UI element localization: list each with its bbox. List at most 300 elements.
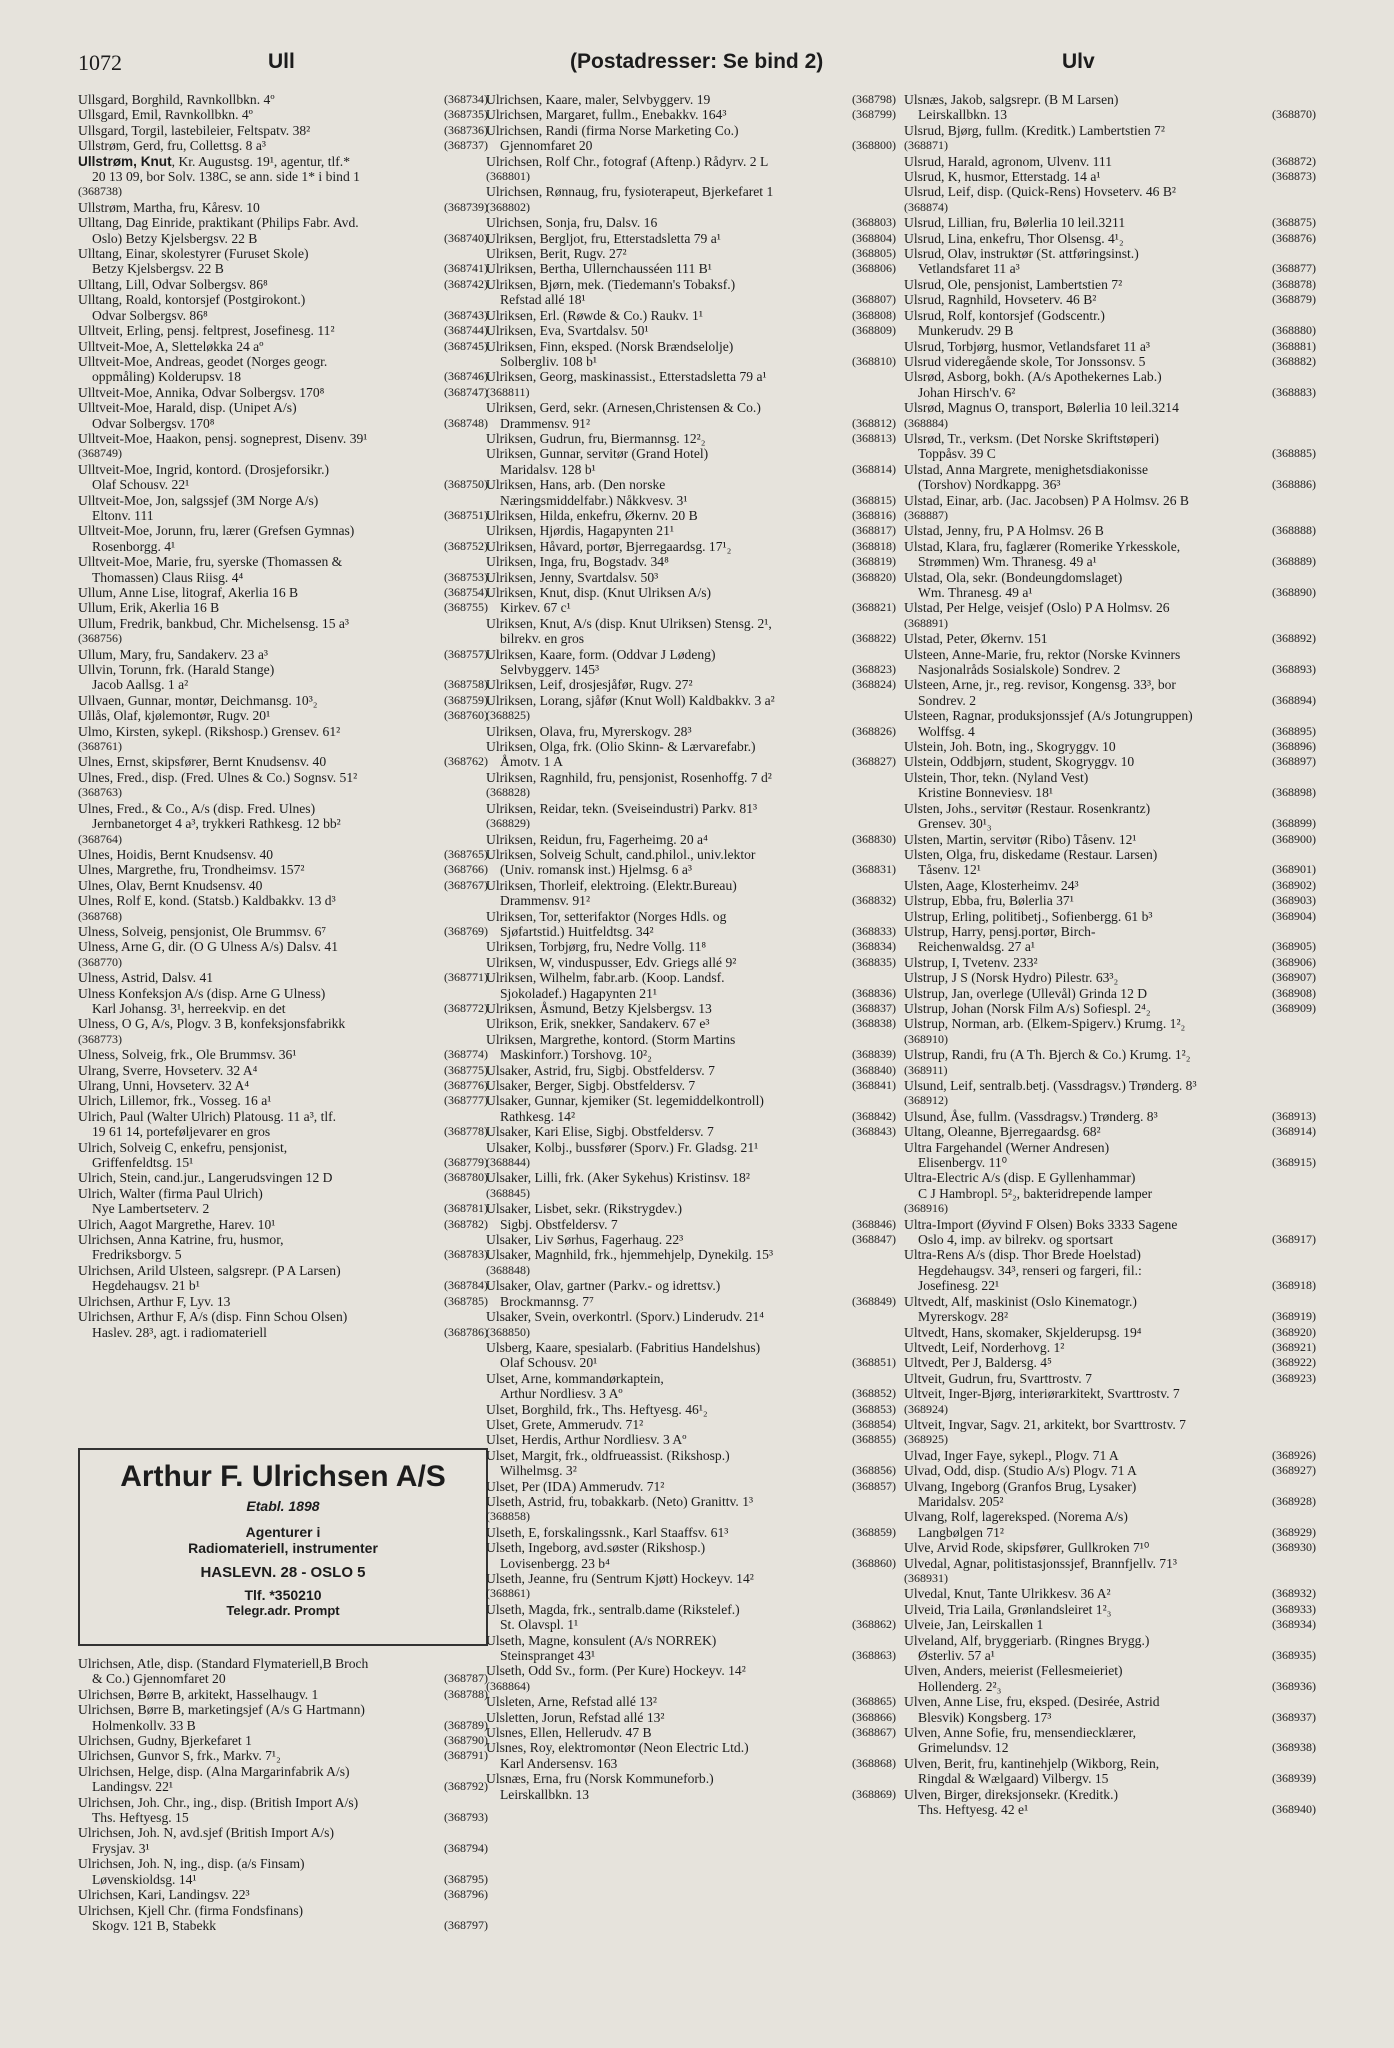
entry-continuation-line: & Co.) Gjennomfaret 20 (92, 1671, 226, 1687)
directory-entry (904, 1247, 1316, 1293)
directory-entry (486, 1663, 896, 1694)
entry-continuation-line: Frysjav. 3¹ (92, 1840, 150, 1856)
entry-number: (368814) (852, 461, 896, 476)
entry-number: (368936) (1272, 1678, 1316, 1693)
entry-number: (368762) (444, 754, 488, 769)
entry-number: (368884) (904, 415, 948, 430)
header-left-keyword: Ull (268, 50, 295, 73)
entry-name-line: Ulsrud, Bjørg, fullm. (Kreditk.) Lambertstien 7² (904, 122, 1165, 138)
entry-number: (368751) (444, 507, 488, 522)
entry-name-line: Ulstrup, I, Tvetenv. 233² (904, 954, 1038, 970)
entry-name-line: Ulrichsen, Børre B, marketingsjef (A/s G Hartmann) (78, 1702, 365, 1718)
entry-number: (368908) (1272, 985, 1316, 1000)
entry-number: (368851) (852, 1355, 896, 1370)
entry-number: (368872) (1272, 153, 1316, 168)
directory-entry (486, 231, 896, 246)
entry-number: (368935) (1272, 1648, 1316, 1663)
entry-continuation-line: Wolffsg. 4 (918, 723, 975, 739)
entry-name-line: Ulset, Borghild, frk., Ths. Heftyesg. 46¹₂ (486, 1401, 708, 1417)
entry-name-line: Ulsaker, Kari Elise, Sigbj. Obstfeldersv. 7 (486, 1124, 714, 1140)
entry-name-line: Ulsnæs, Jakob, salgsrepr. (B M Larsen) (904, 92, 1119, 107)
entry-continuation-line: Ths. Heftyesg. 42 e¹ (918, 1802, 1029, 1818)
directory-entry (486, 277, 896, 308)
entry-continuation-line: Wilhelmsg. 3² (500, 1463, 577, 1479)
entry-name-line: Ulvad, Inger Faye, sykepl., Plogv. 71 A (904, 1447, 1119, 1463)
entry-name-line: Ullvaen, Gunnar, montør, Deichmansg. 10³₂ (78, 692, 318, 708)
directory-entry (78, 1687, 488, 1702)
entry-name-line: Ulsaker, Lisbet, sekr. (Rikstrygdev.) (486, 1201, 683, 1217)
entry-number: (368750) (444, 477, 488, 492)
entry-number: (368825) (486, 708, 530, 723)
entry-number: (368918) (1272, 1278, 1316, 1293)
entry-number: (368826) (852, 723, 896, 738)
directory-entry (78, 893, 488, 924)
entry-continuation-line: Skogv. 121 B, Stabekk (92, 1917, 217, 1933)
directory-entry (904, 1556, 1316, 1587)
directory-entry (904, 184, 1316, 215)
entry-number: (368880) (1272, 323, 1316, 338)
directory-entry (78, 1016, 488, 1047)
entry-name-line: Ulsten, Martin, servitør (Ribo) Tåsenv. 12¹ (904, 831, 1137, 847)
entry-number: (368879) (1272, 292, 1316, 307)
entry-continuation-line: Solbergliv. 108 b¹ (500, 353, 597, 369)
entry-name-line: Ulset, Arne, kommandørkaptein, (486, 1370, 664, 1386)
directory-entry (904, 893, 1316, 908)
directory-entry (904, 292, 1316, 307)
entry-number: (368778) (444, 1124, 488, 1139)
directory-entry (904, 1479, 1316, 1510)
entry-number: (368854) (852, 1416, 896, 1431)
entry-name-line: Ulstein, Thor, tekn. (Nyland Vest) (904, 769, 1089, 785)
directory-entry (78, 400, 488, 431)
entry-name-line: Ulrikson, Erik, snekker, Sandakerv. 67 e³ (486, 1016, 710, 1032)
directory-entry (78, 647, 488, 662)
directory-entry (78, 1748, 488, 1763)
entry-number: (368841) (852, 1078, 896, 1092)
directory-entry (904, 1294, 1316, 1325)
directory-entry (486, 801, 896, 832)
entry-name-line: Ulset, Grete, Ammerudv. 71² (486, 1416, 644, 1432)
directory-entry (78, 939, 488, 970)
entry-continuation-line: Åmotv. 1 A (500, 754, 563, 770)
entry-name-line: Ulriksen, Ragnhild, fru, pensjonist, Rosenhoffg. 7 d² (486, 769, 772, 785)
entry-name-line: Ulnes, Fred., & Co., A/s (disp. Fred. Ulnes) (78, 800, 316, 816)
directory-entry (486, 539, 896, 554)
entry-name-line: Ulness Konfeksjon A/s (disp. Arne G Ulness) (78, 985, 326, 1001)
entry-number: (368761) (78, 739, 122, 754)
directory-entry (904, 154, 1316, 169)
directory-entry (486, 1016, 896, 1031)
entry-number: (368894) (1272, 692, 1316, 707)
entry-name-line: Ulseth, Magda, frk., sentralb.dame (Rikstelef.) (486, 1601, 740, 1617)
entry-continuation-line: Odvar Solbergsv. 86⁸ (92, 307, 208, 323)
directory-entry (78, 986, 488, 1017)
directory-entry (904, 1787, 1316, 1818)
directory-entry (904, 1170, 1316, 1216)
entry-name-line: Ulvang, Rolf, lagereksped. (Norema A/s) (904, 1509, 1128, 1525)
entry-number: (368734) (444, 92, 488, 106)
ad-phone: Tlf. *350210 (244, 1587, 322, 1603)
entry-number: (368898) (1272, 785, 1316, 800)
entry-number: (368775) (444, 1062, 488, 1077)
entry-name-line: Ulstrup, Randi, fru (A Th. Bjerch & Co.) Krumg. 1²₂ (904, 1047, 1191, 1063)
directory-entry (904, 1663, 1316, 1694)
entry-number: (368804) (852, 230, 896, 245)
entry-number: (368789) (444, 1717, 488, 1732)
entry-name-line: Ulrichsen, Arthur F, Lyv. 13 (78, 1293, 231, 1309)
entry-number: (368793) (444, 1810, 488, 1825)
entry-name-line: Ulsrud, Lillian, fru, Bølerlia 10 leil.3211 (904, 215, 1126, 231)
entry-name-line: Ulsaker, Magnhild, frk., hjemmehjelp, Dynekilg. 15³ (486, 1247, 774, 1263)
entry-name-line: Ulstrup, J S (Norsk Hydro) Pilestr. 63³₂ (904, 970, 1119, 986)
directory-entry (486, 215, 896, 230)
entry-number: (368742) (444, 276, 488, 291)
directory-entry (486, 1540, 896, 1571)
directory-entry (486, 570, 896, 585)
entry-name-line: Ulrichsen, Randi (firma Norse Marketing Co.) (486, 122, 739, 138)
entry-continuation-line: Hegdehaugsv. 21 b¹ (92, 1278, 200, 1294)
entry-number: (368924) (904, 1401, 948, 1416)
entry-name-line: Ulven, Berit, fru, kantinehjelp (Wikborg, Rein, (904, 1755, 1160, 1771)
entry-name-line: Ulltang, Einar, skolestyrer (Furuset Skole) (78, 246, 309, 262)
entry-name-line: Ulsaker, Kolbj., bussfører (Sporv.) Fr. Gladsg. 21¹ (486, 1139, 759, 1155)
entry-name-line: Ullstrøm, Gerd, fru, Collettsg. 8 a³ (78, 138, 266, 154)
directory-entry (486, 1201, 896, 1232)
entry-continuation-line: C J Hambropl. 5²₂, bakteridrepende lamper (918, 1185, 1153, 1201)
entry-number: (368812) (852, 415, 896, 430)
entry-name-line: Ulltveit-Moe, Jorunn, fru, lærer (Grefsen Gymnas) (78, 523, 355, 539)
entry-number: (368787) (444, 1671, 488, 1686)
entry-name-line: Ulrichsen, Kjell Chr. (firma Fondsfinans) (78, 1902, 304, 1918)
entry-number: (368840) (852, 1062, 896, 1077)
directory-entry (78, 585, 488, 600)
entry-continuation-line: Næringsmiddelfabr.) Nåkkvesv. 3¹ (500, 492, 688, 508)
directory-entry (486, 770, 896, 801)
entry-name-line: Ulsrød, Magnus O, transport, Bølerlia 10 leil.3214 (904, 400, 1179, 416)
entry-name-line: Ulness, Arne G, dir. (O G Ulness A/s) Dalsv. 41 (78, 939, 339, 955)
directory-entry (904, 1540, 1316, 1555)
directory-entry (486, 1247, 896, 1278)
entry-name-line: Ulnes, Fred., disp. (Fred. Ulnes & Co.) Sognsv. 51² (78, 769, 358, 785)
entry-number: (368848) (486, 1262, 530, 1277)
directory-entry (904, 539, 1316, 570)
entry-number: (368805) (852, 246, 896, 261)
directory-entry (904, 832, 1316, 847)
entry-number: (368771) (444, 970, 488, 985)
entry-continuation-line: Sigbj. Obstfeldersv. 7 (500, 1216, 618, 1232)
entry-number: (368783) (444, 1247, 488, 1262)
entry-continuation-line: Hegdehaugsv. 34³, renseri og fargeri, fil.: (918, 1262, 1142, 1278)
entry-name-line: Ulrichsen, Kari, Landingsv. 22³ (78, 1887, 250, 1903)
directory-entry (78, 1140, 488, 1171)
entry-number: (368791) (444, 1748, 488, 1763)
directory-entry (904, 801, 1316, 832)
directory-entry (78, 770, 488, 801)
entry-name-line: Ullsgard, Emil, Ravnkollbkn. 4º (78, 107, 253, 123)
directory-entry (904, 369, 1316, 400)
directory-entry (904, 431, 1316, 462)
entry-number: (368853) (852, 1401, 896, 1416)
entry-name-line: Ulsrød, Tr., verksm. (Det Norske Skriftstøperi) (904, 430, 1159, 446)
entry-number: (368846) (852, 1216, 896, 1231)
directory-entry (486, 1479, 896, 1494)
entry-number: (368744) (444, 323, 488, 338)
directory-entry (904, 647, 1316, 678)
directory-entry (78, 277, 488, 292)
entry-name-line: Ulnes, Rolf E, kond. (Statsb.) Kaldbakkv. 13 d³ (78, 893, 336, 909)
entry-name-line: Ulrich, Lillemor, frk., Vosseg. 16 a¹ (78, 1093, 272, 1109)
entry-continuation-line: Betzy Kjelsbergsv. 22 B (92, 261, 224, 277)
entry-number: (368902) (1272, 877, 1316, 892)
entry-continuation-line: Leirskallbkn. 13 (500, 1786, 590, 1802)
entry-number: (368790) (444, 1733, 488, 1748)
column-2 (486, 92, 896, 1802)
entry-number: (368799) (852, 107, 896, 122)
entry-name-line: Ulrichsen, Anna Katrine, fru, husmor, (78, 1232, 284, 1248)
directory-entry (904, 1386, 1316, 1417)
entry-name-line: Ulveie, Jan, Leirskallen 1 (904, 1617, 1044, 1633)
entry-name-line: Ulstad, Anna Margrete, menighetsdiakonisse (904, 461, 1149, 477)
entry-number: (368914) (1272, 1124, 1316, 1139)
directory-entry (904, 92, 1316, 123)
entry-name-line: Ulseth, Astrid, fru, tobakkarb. (Neto) Granittv. 1³ (486, 1493, 754, 1509)
entry-number: (368873) (1272, 169, 1316, 184)
entry-name-line: Ulness, O G, A/s, Plogv. 3 B, konfeksjonsfabrikk (78, 1016, 346, 1032)
directory-entry (78, 1656, 488, 1687)
entry-name-line: Ulsten, Aage, Klosterheimv. 24³ (904, 877, 1079, 893)
entry-number: (368900) (1272, 831, 1316, 846)
entry-number: (368913) (1272, 1108, 1316, 1123)
entry-number: (368772) (444, 1000, 488, 1015)
directory-entry (486, 123, 896, 154)
directory-entry (78, 246, 488, 277)
entry-number: (368861) (486, 1586, 530, 1601)
entry-name-line: Ulsund, Åse, fullm. (Vassdragsv.) Trønderg. 8³ (904, 1108, 1158, 1124)
directory-entry (486, 1448, 896, 1479)
entry-name-line: Ulvad, Odd, disp. (Studio A/s) Plogv. 71 A (904, 1463, 1137, 1479)
directory-entry (486, 585, 896, 616)
entry-number: (368776) (444, 1078, 488, 1092)
directory-entry (486, 323, 896, 338)
directory-entry (486, 1402, 896, 1417)
directory-entry (78, 292, 488, 323)
entry-number: (368883) (1272, 384, 1316, 399)
entry-name-line: Ulrichsen, Arild Ulsteen, salgsrepr. (P A Larsen) (78, 1262, 341, 1278)
entry-name-line: Ulnes, Margrethe, fru, Trondheimsv. 157² (78, 862, 305, 878)
entry-name-line: Ulstad, Per Helge, veisjef (Oslo) P A Holmsv. 26 (904, 600, 1170, 616)
entry-number: (368786) (444, 1324, 488, 1339)
directory-entry (78, 970, 488, 985)
entry-name-line: Ulsund, Leif, sentralb.betj. (Vassdragsv.) Trønderg. 8³ (904, 1078, 1197, 1093)
entry-continuation-line: Østerliv. 57 a¹ (918, 1648, 995, 1664)
entry-name-line: Ullum, Fredrik, bankbud, Chr. Michelsensg. 15 a³ (78, 615, 350, 631)
entry-name-line: Ulriksen, Olava, fru, Myrerskogv. 28³ (486, 723, 692, 739)
directory-entry (904, 308, 1316, 339)
page-number: 1072 (78, 50, 122, 75)
entry-name-line: Ultvedt, Hans, skomaker, Skjelderupsg. 19⁴ (904, 1324, 1142, 1340)
entry-name-line: Ulsrud, Leif, disp. (Quick-Rens) Hovseterv. 46 B² (904, 184, 1177, 200)
entry-name-line: Ulsrud, Ragnhild, Hovseterv. 46 B² (904, 292, 1097, 308)
entry-number: (368837) (852, 1000, 896, 1015)
entry-number: (368828) (486, 785, 530, 800)
entry-name-line: Ulriksen, Gudrun, fru, Biermannsg. 12²₂ (486, 430, 706, 446)
entry-number: (368784) (444, 1278, 488, 1293)
entry-name-line: Ullstrøm, Knut, Kr. Augustsg. 19¹, agentur, tlf.* (78, 153, 351, 169)
entry-name-line: Ulriksen, Reidar, tekn. (Sveiseindustri) Parkv. 81³ (486, 800, 758, 816)
directory-entry (486, 1602, 896, 1633)
entry-number: (368886) (1272, 477, 1316, 492)
entry-name-line: Ulriksen, Inga, fru, Bogstadv. 34⁸ (486, 554, 669, 570)
directory-entry (904, 400, 1316, 431)
entry-name-line: Ulsrud, Ole, pensjonist, Lambertstien 7² (904, 276, 1123, 292)
entry-number: (368916) (904, 1201, 948, 1216)
directory-entry (904, 970, 1316, 985)
entry-number: (368736) (444, 122, 488, 137)
entry-name-line: Ulltveit, Erling, pensj. feltprest, Josefinesg. 11² (78, 323, 335, 339)
entry-number: (368905) (1272, 939, 1316, 954)
entry-number: (368766) (444, 862, 488, 877)
entry-number: (368865) (852, 1694, 896, 1709)
directory-entry (904, 339, 1316, 354)
entry-number: (368849) (852, 1293, 896, 1308)
entry-number: (368897) (1272, 754, 1316, 769)
entry-number: (368807) (852, 292, 896, 307)
directory-entry (78, 862, 488, 877)
directory-entry (904, 246, 1316, 277)
entry-name-line: Ulrang, Sverre, Hovseterv. 32 A⁴ (78, 1062, 258, 1078)
directory-entry (904, 878, 1316, 893)
directory-entry (904, 523, 1316, 538)
entry-continuation-line: Grimelundsv. 12 (918, 1740, 1009, 1756)
directory-entry (486, 647, 896, 678)
entry-name-line: Ulltveit-Moe, A, Sletteløkka 24 aº (78, 338, 264, 354)
entry-number: (368773) (78, 1031, 122, 1046)
entry-name-line: Ulstrup, Ebba, fru, Bølerlia 37¹ (904, 893, 1074, 909)
entry-continuation-line: Oslo) Betzy Kjelsbergsv. 22 B (92, 230, 258, 246)
entry-number: (368792) (444, 1779, 488, 1794)
entry-continuation-line: Strømmen) Wm. Thranesg. 49 a¹ (918, 554, 1097, 570)
entry-number: (368896) (1272, 739, 1316, 754)
entry-number: (368927) (1272, 1463, 1316, 1478)
entry-number: (368890) (1272, 585, 1316, 599)
entry-name-line: Ulltveit-Moe, Harald, disp. (Unipet A/s) (78, 400, 297, 416)
entry-number: (368888) (1272, 523, 1316, 538)
entry-name-line: Ulvang, Ingeborg (Granfos Brug, Lysaker) (904, 1478, 1137, 1494)
directory-entry (904, 1217, 1316, 1248)
entry-number: (368764) (78, 831, 122, 846)
entry-number: (368868) (852, 1755, 896, 1770)
entry-number: (368813) (852, 430, 896, 445)
entry-continuation-line: Holmenkollv. 33 B (92, 1717, 196, 1733)
directory-entry (78, 1825, 488, 1856)
entry-number: (368777) (444, 1093, 488, 1108)
directory-entry (904, 1078, 1316, 1109)
directory-entry (904, 1633, 1316, 1664)
entry-name-line: Ulven, Anne Sofie, fru, mensendiecklærer, (904, 1725, 1136, 1741)
entry-name-line: Ulriksen, W, vinduspusser, Edv. Griegs allé 9² (486, 954, 737, 970)
directory-entry (486, 369, 896, 400)
entry-number: (368749) (78, 446, 122, 461)
entry-continuation-line: Elisenbergv. 11⁰ (918, 1155, 1008, 1171)
directory-entry (486, 1771, 896, 1802)
directory-entry (486, 1371, 896, 1402)
entry-name-line: Ultvedt, Leif, Norderhovg. 1² (904, 1339, 1065, 1355)
entry-number: (368874) (904, 199, 948, 214)
entry-name-line: Ulrichsen, Arthur F, A/s (disp. Finn Schou Olsen) (78, 1309, 348, 1325)
entry-name-line: Ulmo, Kirsten, sykepl. (Rikshosp.) Grensev. 61² (78, 723, 341, 739)
entry-continuation-line: Johan Hirsch'v. 6² (918, 384, 1016, 400)
entry-name-line: Ulrichsen, Margaret, fullm., Enebakkv. 164³ (486, 107, 727, 123)
directory-entry (78, 92, 488, 107)
entry-continuation-line: Brockmannsg. 7⁷ (500, 1293, 594, 1309)
directory-entry (486, 677, 896, 692)
ad-established: Etabl. 1898 (246, 1498, 320, 1514)
entry-continuation-line: Reichenwaldsg. 27 a¹ (918, 939, 1035, 955)
entry-number: (368859) (852, 1524, 896, 1539)
directory-entry (78, 1186, 488, 1217)
entry-name-line: Ulrichsen, Joh. N, avd.sjef (British Import A/s) (78, 1825, 334, 1841)
directory-entry (78, 1109, 488, 1140)
entry-continuation-line: Ths. Heftyesg. 15 (92, 1810, 189, 1826)
entry-number: (368794) (444, 1840, 488, 1855)
directory-entry (78, 754, 488, 769)
entry-number: (368824) (852, 677, 896, 692)
entry-name-line: Ullvin, Torunn, frk. (Harald Stange) (78, 662, 275, 678)
directory-entry (904, 1355, 1316, 1370)
entry-number: (368803) (852, 215, 896, 230)
entry-continuation-line: Munkerudv. 29 B (918, 323, 1014, 339)
directory-entry (486, 308, 896, 323)
directory-entry (78, 523, 488, 554)
entry-name-line: Ulriksen, Åsmund, Betzy Kjelsbergsv. 13 (486, 1000, 712, 1016)
entry-name-line: Ulriksen, Bergljot, fru, Etterstadsletta 79 a¹ (486, 230, 721, 246)
entry-name-line: Ulven, Anne Lise, fru, eksped. (Desirée, Astrid (904, 1694, 1160, 1710)
entry-number: (368779) (444, 1155, 488, 1170)
entry-number: (368760) (444, 708, 488, 723)
directory-entry (486, 431, 896, 446)
directory-entry (486, 1694, 896, 1709)
entry-name-line: Ulrich, Walter (firma Paul Ulrich) (78, 1185, 263, 1201)
entry-continuation-line: Wm. Thranesg. 49 a¹ (918, 585, 1033, 600)
directory-entry (486, 832, 896, 847)
entry-number: (368765) (444, 846, 488, 861)
entry-number: (368929) (1272, 1524, 1316, 1539)
entry-number: (368796) (444, 1887, 488, 1902)
directory-entry (486, 1525, 896, 1540)
entry-name-line: Ulsaker, Olav, gartner (Parkv.- og idrettsv.) (486, 1278, 721, 1294)
directory-entry (486, 1063, 896, 1078)
entry-continuation-line: Maridalsv. 128 b¹ (500, 461, 596, 477)
entry-number: (368755) (444, 600, 488, 615)
entry-continuation-line: Kirkev. 67 c¹ (500, 600, 571, 616)
entry-number: (368887) (904, 507, 948, 522)
directory-entry (486, 739, 896, 770)
directory-entry (78, 600, 488, 615)
entry-name-line: Ulltveit-Moe, Jon, salgssjef (3M Norge A/s) (78, 492, 319, 508)
entry-number: (368811) (486, 384, 530, 399)
entry-number: (368922) (1272, 1355, 1316, 1370)
directory-entry (78, 847, 488, 862)
entry-name-line: Ulstad, Jenny, fru, P A Holmsv. 26 B (904, 523, 1104, 539)
entry-continuation-line: Karl Johansg. 3¹, herreekvip. en det (92, 1000, 286, 1016)
entry-name-line: Ulriksen, Berit, Rugv. 27² (486, 246, 627, 262)
directory-entry (904, 169, 1316, 184)
entry-name-line: Ulseth, Jeanne, fru (Sentrum Kjøtt) Hockeyv. 14² (486, 1571, 754, 1586)
entry-name-line: Ulltveit-Moe, Marie, fru, syerske (Thomassen & (78, 554, 343, 570)
entry-name-line: Ulnes, Olav, Bernt Knudsensv. 40 (78, 877, 263, 893)
entry-continuation-line: Drammensv. 91² (500, 893, 591, 909)
directory-entry (78, 1903, 488, 1934)
